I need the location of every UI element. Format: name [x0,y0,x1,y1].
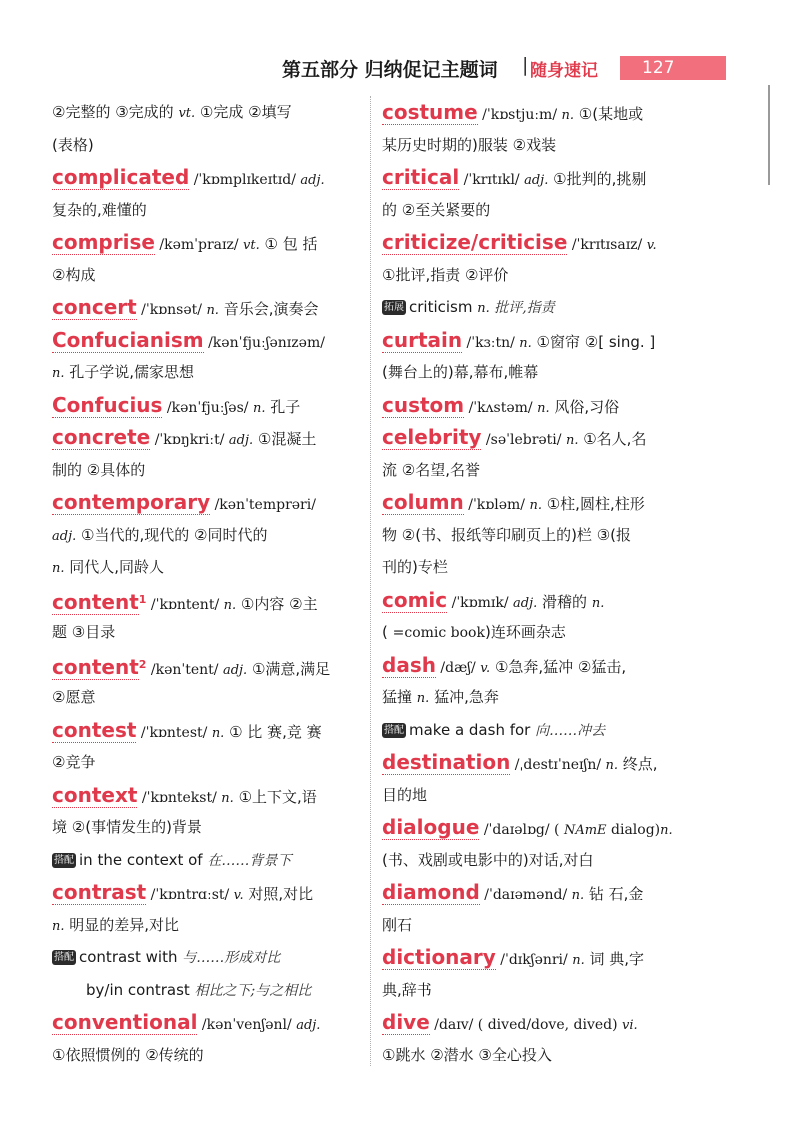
part-of-speech: n. [571,888,585,903]
collocation-line [52,974,364,1007]
dictionary-entry-line [382,649,698,682]
headword: column [382,490,464,514]
definition-line [382,844,698,877]
definition-text: ①满意,满足 [247,659,331,678]
definition-line [382,551,698,584]
part-of-speech: n. [561,108,575,123]
headword: curtain [382,327,463,352]
part-of-speech: n. [223,597,237,613]
definition-text: 刊的)专栏 [382,558,448,576]
definition-text: ②构成 [52,265,96,284]
definition-text: 物 ②(书、报纸等印刷页上的)栏 ③(报 [382,525,631,544]
label-badge: 搭配 [384,724,404,736]
definition-line [52,811,364,844]
definition-line [382,1039,698,1072]
definition-text: ① 比 赛,竞 赛 [224,722,322,741]
part-of-speech: NAmE [563,823,607,838]
definition-line [52,454,364,487]
phonetic: /ˈdaɪəlɒg/ ( [479,822,564,838]
definition-text: 明显的差异,对比 [64,915,180,934]
definition-text: 音乐会,演奏会 [218,300,319,318]
dictionary-entry-line [382,324,698,357]
phonetic: /ˈkɒmplɪkeɪtɪd/ [189,172,301,188]
definition-text: ①急奔,猛冲 ②猛击, [490,657,627,676]
example-phrase: in the context of [79,850,208,869]
definition-text: (表格) [52,135,94,154]
part-of-speech: vi. [622,1018,638,1033]
page-number-tab [620,56,726,80]
headword: destination [382,750,511,774]
collocation-line [52,941,364,974]
part-of-speech: adj. [513,595,538,611]
part-of-speech: n. [605,758,619,773]
definition-text: 目的地 [382,785,428,804]
collocation-line [52,844,364,877]
label-badge: 搭配 [54,952,74,963]
definition-line [52,129,364,162]
headword: dash [382,652,436,677]
definition-line [382,194,698,227]
definition-text: ②愿意 [52,688,96,706]
dictionary-entry-line [382,876,698,909]
headword: contest [52,717,137,742]
headword: Confucianism [52,327,204,352]
phonetic: /ˌdestɪˈneɪʃn/ [510,757,606,773]
part-of-speech: n. [519,335,532,351]
phonetic: /ˈkɒnsət/ [136,302,207,318]
phonetic: /ˈkʌstəm/ [464,399,538,416]
definition-text: ①内容 ②主 [236,594,318,613]
definition-line [52,909,364,942]
part-of-speech: n. [572,953,585,968]
phonetic: /ˈdaɪəmənd/ [479,887,572,903]
headword: critical [382,165,460,189]
definition-line [52,746,364,779]
dictionary-entry-line [382,389,698,422]
headword: Confucius [52,392,163,417]
part-of-speech: v. [646,238,657,253]
dictionary-entry-line [52,161,364,194]
definition-line [52,519,364,552]
definition-line [382,519,698,552]
left-column [52,96,364,1071]
example-phrase: by/in contrast [86,980,195,999]
definition-text: ① 包 括 [259,235,318,253]
headword: celebrity [382,425,482,449]
definition-line [382,129,698,162]
part-of-speech: n. [529,498,542,513]
phonetic: /ˈkɒləm/ [463,497,530,513]
headword: comprise [52,230,155,254]
phonetic: /dæʃ/ [435,659,481,676]
headword: concrete [52,425,151,449]
dictionary-entry-line [382,96,698,129]
definition-text: ①依照惯例的 ②传统的 [52,1045,204,1064]
headword: contrast [52,880,147,904]
definition-text: 终点, [618,755,658,773]
right-column [382,96,698,1071]
book-series-title: 随身速记 [530,61,598,81]
definition-text: ②完整的 ③完成的 [52,103,179,121]
definition-text: 词 典,字 [584,950,645,968]
definition-line [382,681,698,714]
part-of-speech: n. [477,301,490,316]
definition-line [382,454,698,487]
phrase-translation: 批评,指责 [489,300,555,316]
definition-text: 风俗,习俗 [549,397,620,416]
definition-line [382,909,698,942]
dictionary-entry-line [52,421,364,454]
phonetic: /səˈlebrəti/ [481,432,566,448]
part-of-speech: n. [660,823,673,838]
definition-text: ①当代的,现代的 ②同时代的 [76,525,268,544]
page-edge-shadow [768,85,770,185]
phrase-translation: 在……背景下 [207,852,292,869]
definition-line [52,356,364,389]
part-of-speech: n. [206,303,219,318]
definition-text: ②竞争 [52,753,96,771]
definition-text: ①跳水 ②潜水 ③全心投入 [382,1045,552,1064]
definition-text: ①(某地或 [574,105,644,123]
phonetic: /ˈkrɪtɪsaɪz/ [567,237,647,253]
definition-text: (书、戏剧或电影中的)对话,对白 [382,850,594,869]
homograph-number: 1 [138,592,147,606]
dictionary-entry-line [52,876,364,909]
part-of-speech: n. [537,400,550,416]
headword: dictionary [382,945,496,969]
phonetic: /ˈkɜːtn/ [462,334,520,351]
dictionary-entry-line [52,291,364,324]
phrase-translation: 向……冲去 [535,722,606,739]
dictionary-entry-line [52,389,364,422]
definition-text: 刚石 [382,915,413,934]
label-badge: 搭配 [54,854,74,866]
definition-text: 境 ②(事情发生的)背景 [52,818,202,836]
headword: costume [382,100,478,124]
part-of-speech: adj. [228,433,254,448]
headword: content [52,654,139,679]
definition-text: ①混凝土 [253,430,317,448]
dictionary-entry-line [382,941,698,974]
dictionary-entry-line [52,649,364,682]
definition-text: (舞台上的)幕,幕布,帷幕 [382,363,539,381]
definition-text: ①柱,圆柱,柱形 [541,495,645,513]
phonetic: /ˈkɒntrɑːst/ [146,887,234,903]
definition-line [382,356,698,389]
definition-text: ①上下文,语 [233,787,317,806]
definition-line [52,616,364,649]
phonetic: /ˈkrɪtɪkl/ [459,172,525,188]
phonetic: dialog) [606,822,661,838]
dictionary-entry-line [382,226,698,259]
headword: concert [52,295,137,319]
phonetic: /kənˈfjuːʃəs/ [162,399,253,416]
part-of-speech: n. [221,790,234,806]
dictionary-entry-line [52,226,364,259]
example-phrase: criticism [409,298,478,316]
phonetic: /ˈkɒntekst/ [137,789,222,806]
dictionary-entry-line [52,584,364,617]
definition-line [52,259,364,292]
definition-text: 孔子学说,儒家思想 [64,363,195,381]
collocation-line [382,714,698,747]
definition-line [382,974,698,1007]
definition-text: )连环画杂志 [484,623,566,641]
dictionary-entry-line [52,324,364,357]
phonetic: /ˈkɒŋkriːt/ [150,432,229,448]
part-of-speech: v. [480,660,491,676]
part-of-speech: adj. [300,173,325,188]
definition-text: 题 ③目录 [52,623,116,641]
header-separator: | [522,54,529,76]
part-of-speech: n. [211,725,225,741]
part-of-speech: n. [416,691,430,706]
example-phrase: make a dash for [409,720,536,739]
phrase-translation: 与……形成对比 [182,950,281,966]
definition-text: 典,辞书 [382,980,432,999]
definition-line [382,259,698,292]
dictionary-entry-line [52,714,364,747]
definition-line [52,551,364,584]
collocation-line [382,291,698,324]
definition-line [52,194,364,227]
phonetic: /kənˈtent/ [146,661,223,678]
definition-line [52,681,364,714]
definition-text: 钻 石,金 [584,885,644,903]
definition-text: 同代人,同龄人 [64,558,165,576]
dictionary-entry-line [382,1006,698,1039]
page-number: 127 [642,58,675,78]
definition-text: ①窗帘 ②[ sing. ] [531,332,656,351]
dictionary-entry-line [382,161,698,194]
definition-text: 猛撞 [382,688,417,706]
headword: dialogue [382,815,480,839]
definition-text: 的 ②至关紧要的 [382,200,491,219]
headword: conventional [52,1010,198,1034]
definition-text: 制的 ②具体的 [52,460,146,479]
dictionary-entry-line [52,1006,364,1039]
dictionary-entry-line [382,811,698,844]
headword: diamond [382,880,480,904]
phonetic: /ˈkɒntest/ [136,724,212,741]
page-header [0,50,800,84]
headword: criticize/criticise [382,230,568,254]
headword: content [52,589,139,614]
definition-line [382,616,698,649]
column-divider [370,96,371,1066]
part-of-speech: n. [591,595,605,611]
phonetic: /ˈkɒntent/ [146,596,224,613]
definition-text: 孔子 [265,397,301,416]
definition-line [52,1039,364,1072]
label-badge: 拓展 [384,302,404,313]
dictionary-entry-line [382,486,698,519]
example-phrase: contrast with [79,948,183,966]
phrase-translation: 相比之下;与之相比 [194,982,312,999]
definition-text: 对照,对比 [243,885,314,903]
part-of-speech: adj. [296,1018,321,1033]
homograph-number: 2 [138,657,147,671]
phonetic: /kənˈfjuːʃənɪzəm/ [203,334,325,351]
phonetic: /ˈkɒmɪk/ [447,594,514,611]
part-of-speech: n. [52,366,65,381]
part-of-speech: vt. [243,238,260,253]
part-of-speech: adj. [524,173,549,188]
headword: context [52,782,138,807]
headword: custom [382,392,465,417]
part-of-speech: n. [565,433,579,448]
dictionary-entry-line [52,486,364,519]
part-of-speech: n. [52,561,65,576]
definition-line [382,779,698,812]
phonetic: /kənˈvenʃənl/ [197,1017,297,1033]
dictionary-entry-line [382,421,698,454]
definition-text: 猛冲,急奔 [429,688,499,706]
definition-line [52,96,364,129]
headword: dive [382,1010,430,1034]
phonetic: /kənˈtemprəri/ [210,497,316,513]
part-of-speech: v. [233,888,244,903]
part-of-speech: n. [252,400,266,416]
dictionary-entry-line [52,779,364,812]
dictionary-entry-line [382,746,698,779]
definition-text: 流 ②名望,名誉 [382,460,480,479]
part-of-speech: adj. [52,528,77,544]
phonetic: /daɪv/ ( dived/dove, dived) [429,1017,623,1033]
phonetic: /ˈdɪkʃənri/ [495,952,573,968]
phonetic: /ˈkɒstjuːm/ [477,107,562,123]
section-title: 第五部分 归纳促记主题词 [282,59,498,81]
part-of-speech: adj. [222,662,248,678]
headword: contemporary [52,490,211,514]
dictionary-entry-line [382,584,698,617]
definition-text: ( [382,623,393,641]
part-of-speech: vt. [178,106,196,121]
definition-text: 复杂的,难懂的 [52,200,147,219]
definition-text: ①批评,指责 ②评价 [382,265,509,284]
definition-text: ①批判的,挑剔 [548,170,647,188]
definition-text: ①名人,名 [578,430,647,448]
definition-text: 滑稽的 [537,592,592,611]
phonetic: /kəmˈpraɪz/ [154,237,244,253]
part-of-speech: n. [52,918,65,934]
headword: comic [382,587,448,612]
headword: complicated [52,165,190,189]
definition-text: ①完成 ②填写 [195,103,292,121]
definition-text: 某历史时期的)服装 ②戏装 [382,135,557,154]
phonetic: =comic book [392,625,485,641]
